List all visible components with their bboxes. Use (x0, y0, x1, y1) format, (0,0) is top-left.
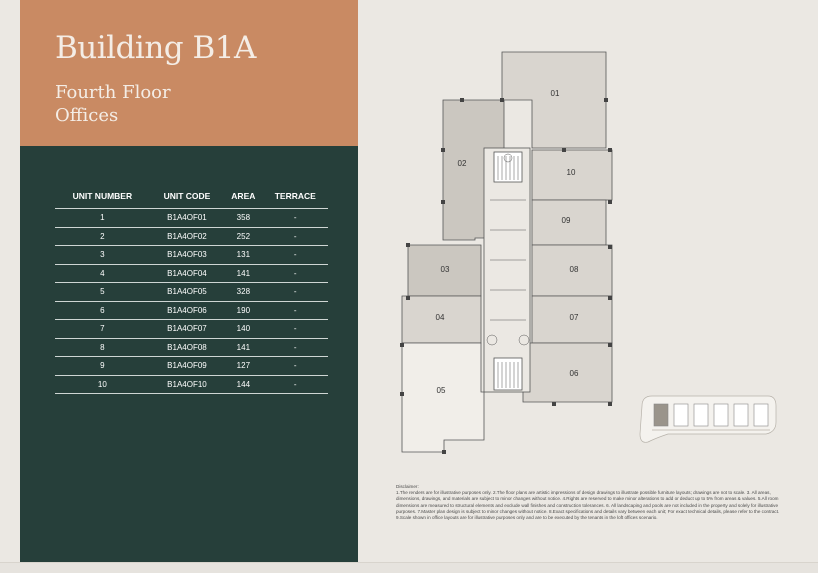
unit-label-01: 01 (550, 89, 560, 98)
header-area: AREA (224, 191, 262, 209)
unit-area: 252 (224, 227, 262, 246)
unit-code: B1A4OF08 (150, 338, 224, 357)
unit-code: B1A4OF03 (150, 246, 224, 265)
unit-terrace: - (263, 246, 328, 265)
unit-number: 1 (55, 209, 150, 228)
page-bottom-strip (0, 562, 818, 573)
unit-table (55, 191, 328, 394)
unit-code: B1A4OF04 (150, 264, 224, 283)
unit-label-05: 05 (436, 386, 446, 395)
table-row (55, 264, 328, 283)
unit-terrace: - (263, 338, 328, 357)
unit-number: 4 (55, 264, 150, 283)
disclaimer (396, 484, 792, 521)
unit-label-10: 10 (566, 168, 576, 177)
unit-label-02: 02 (457, 159, 467, 168)
unit-number: 10 (55, 375, 150, 394)
unit-area: 141 (224, 338, 262, 357)
unit-number: 2 (55, 227, 150, 246)
table-row (55, 357, 328, 376)
unit-code: B1A4OF10 (150, 375, 224, 394)
unit-code: B1A4OF02 (150, 227, 224, 246)
left-margin (0, 0, 20, 572)
unit-number: 8 (55, 338, 150, 357)
floor-subtitle: Fourth Floor Offices (55, 82, 171, 126)
unit-01-area (502, 52, 606, 148)
header-terrace: TERRACE (263, 191, 328, 209)
unit-code: B1A4OF06 (150, 301, 224, 320)
unit-area: 127 (224, 357, 262, 376)
unit-area: 131 (224, 246, 262, 265)
unit-label-08: 08 (569, 265, 579, 274)
building-title: Building B1A (55, 30, 256, 66)
unit-code: B1A4OF05 (150, 283, 224, 302)
unit-code: B1A4OF01 (150, 209, 224, 228)
table-header-row (55, 191, 328, 209)
unit-number: 5 (55, 283, 150, 302)
unit-terrace: - (263, 357, 328, 376)
unit-area: 141 (224, 264, 262, 283)
table-row (55, 338, 328, 357)
header-unit-number: UNIT NUMBER (55, 191, 150, 209)
core-block (484, 148, 530, 392)
unit-area: 190 (224, 301, 262, 320)
unit-area: 358 (224, 209, 262, 228)
unit-number: 3 (55, 246, 150, 265)
unit-05-area (402, 343, 484, 452)
title-panel (20, 0, 358, 146)
table-row (55, 375, 328, 394)
unit-06-area (523, 343, 612, 402)
unit-terrace: - (263, 264, 328, 283)
unit-label-07: 07 (569, 313, 579, 322)
table-row (55, 209, 328, 228)
key-plan (638, 392, 778, 448)
table-row (55, 320, 328, 339)
unit-terrace: - (263, 209, 328, 228)
disclaimer-title: Disclaimer: (396, 484, 419, 489)
unit-number: 9 (55, 357, 150, 376)
unit-terrace: - (263, 283, 328, 302)
unit-number: 7 (55, 320, 150, 339)
header-unit-code: UNIT CODE (150, 191, 224, 209)
unit-terrace: - (263, 375, 328, 394)
unit-number: 6 (55, 301, 150, 320)
unit-terrace: - (263, 227, 328, 246)
unit-label-03: 03 (440, 265, 450, 274)
table-row (55, 246, 328, 265)
disclaimer-text: 1.The renders are for illustrative purposes only. 2.The floor plans are artistic impressions of design drawings to illustrate possible furniture layouts; drawings are not to scale. 3. All areas, dimensions, drawings, and materials are subject to minor changes without notice. 4.Rights are reserved to make minor alterations to add or deduct up to 5% from areas & values. 5.All room dimensions are measured to structural elements and exclude wall finishes and construction tolerances. 6. All landscaping and pools are not included in the property and solely for illustrative purposes. 7.Master plan design is subject to minor changes without notice. 8.Exact specifications and details vary between each unit; For exact technical details, please refer to the contract. 9.Scale shown in office layouts are for illustrative purposes only and are to be executed by the tenants in the loft offices scenario. (396, 490, 780, 521)
unit-terrace: - (263, 301, 328, 320)
table-row (55, 283, 328, 302)
unit-area: 328 (224, 283, 262, 302)
unit-table-panel (20, 146, 358, 562)
unit-code: B1A4OF07 (150, 320, 224, 339)
table-row (55, 301, 328, 320)
unit-code: B1A4OF09 (150, 357, 224, 376)
table-row (55, 227, 328, 246)
unit-area: 144 (224, 375, 262, 394)
unit-label-06: 06 (569, 369, 579, 378)
unit-area: 140 (224, 320, 262, 339)
floor-plan (380, 40, 630, 490)
unit-label-04: 04 (435, 313, 445, 322)
unit-label-09: 09 (561, 216, 571, 225)
unit-terrace: - (263, 320, 328, 339)
